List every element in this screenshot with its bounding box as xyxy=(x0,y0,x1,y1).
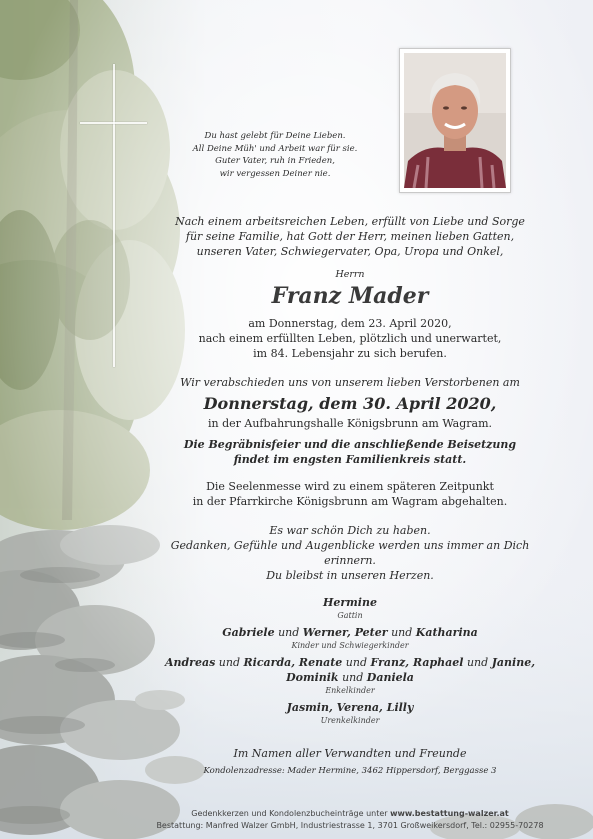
closing-poem xyxy=(150,523,550,583)
portrait-image xyxy=(404,53,506,188)
deceased-name: Franz Mader xyxy=(271,283,429,309)
conjunction: und xyxy=(345,656,367,669)
funeral-home-link[interactable]: www.bestattung-walzer.at xyxy=(390,809,509,818)
death-info-line: am Donnerstag, dem 23. April 2020, xyxy=(248,317,452,330)
death-info-line: nach einem erfüllten Leben, plötzlich und unerwartet, xyxy=(198,332,502,345)
portrait-photo xyxy=(399,48,511,193)
funeral-note-line: findet im engsten Familienkreis statt. xyxy=(233,453,467,466)
farewell-date: Donnerstag, dem 30. April 2020, xyxy=(203,394,497,413)
mourner-wife-role: Gattin xyxy=(337,611,363,620)
death-info xyxy=(150,316,550,361)
footer-line-1 xyxy=(110,808,590,820)
footer-line-2: Bestattung: Manfred Walzer GmbH, Industriestrasse 1, 3701 Großweikersdorf, Tel.: 02955-70278 xyxy=(156,821,544,830)
mourner-grandchildren-names-2 xyxy=(150,670,550,685)
mourner-great-grandchildren-names: Jasmin, Verena, Lilly xyxy=(286,701,414,714)
main-text xyxy=(150,214,550,761)
poem-block xyxy=(190,130,360,180)
farewell-intro: Wir verabschieden uns von unserem lieben Verstorbenen am xyxy=(180,376,520,389)
mourner-name: Janine, xyxy=(491,656,536,669)
funeral-note-line: Die Begräbnisfeier und die anschließende Beisetzung xyxy=(183,438,517,451)
mourner-name: Katharina xyxy=(415,626,478,639)
mourner-grandchildren-role: Enkelkinder xyxy=(325,686,375,695)
mourners-list xyxy=(150,595,550,726)
closing-poem-line: Gedanken, Gefühle und Augenblicke werden uns immer an Dich erinnern. xyxy=(170,539,530,567)
cross-icon-bar xyxy=(80,122,147,124)
conjunction: und xyxy=(391,626,413,639)
poem-line: wir vergessen Deiner nie. xyxy=(219,168,331,179)
mass-note-line: in der Pfarrkirche Königsbrunn am Wagram abgehalten. xyxy=(192,495,508,508)
mourner-name: Dominik xyxy=(286,671,339,684)
farewell-place: in der Aufbahrungshalle Königsbrunn am Wagram. xyxy=(207,417,493,430)
honorific: Herrn xyxy=(335,269,365,280)
mourner-name: Werner, Peter xyxy=(302,626,388,639)
mourner-name: Gabriele xyxy=(222,626,275,639)
closing-poem-line: Du bleibst in unseren Herzen. xyxy=(266,569,434,582)
conjunction: und xyxy=(342,671,364,684)
funeral-note xyxy=(150,437,550,467)
conjunction: und xyxy=(466,656,489,669)
intro-line: Nach einem arbeitsreichen Leben, erfüllt von Liebe und Sorge xyxy=(175,215,525,228)
mourner-wife-name: Hermine xyxy=(322,596,377,609)
mourner-name: Daniela xyxy=(366,671,414,684)
intro-text xyxy=(150,214,550,259)
mourner-great-grandchildren-role: Urenkelkinder xyxy=(320,716,380,725)
mourner-children-names xyxy=(150,625,550,640)
cross-icon xyxy=(113,64,115,367)
death-info-line: im 84. Lebensjahr zu sich berufen. xyxy=(253,347,447,360)
poem-line: All Deine Müh' und Arbeit war für sie. xyxy=(192,143,358,154)
poem-line: Du hast gelebt für Deine Lieben. xyxy=(204,131,346,141)
intro-line: für seine Familie, hat Gott der Herr, meinen lieben Gatten, xyxy=(185,230,515,243)
footer xyxy=(110,808,590,832)
intro-line: unseren Vater, Schwiegervater, Opa, Uropa und Onkel, xyxy=(196,245,504,258)
mourner-name: Franz, Raphael xyxy=(370,656,464,669)
conjunction: und xyxy=(218,656,241,669)
footer-text: Gedenkkerzen und Kondolenzbucheinträge unter xyxy=(191,809,388,818)
conjunction: und xyxy=(278,626,300,639)
mass-note-line: Die Seelenmesse wird zu einem späteren Zeitpunkt xyxy=(206,480,494,493)
mourner-name: Ricarda, Renate xyxy=(243,656,343,669)
mourner-name: Andreas xyxy=(164,656,216,669)
condolence-address: Kondolenzadresse: Mader Hermine, 3462 Hippersdorf, Berggasse 3 xyxy=(203,766,497,776)
relatives-note: Im Namen aller Verwandten und Freunde xyxy=(233,747,467,760)
mass-note xyxy=(150,479,550,509)
mourner-children-role: Kinder und Schwiegerkinder xyxy=(291,641,409,650)
poem-line: Guter Vater, ruh in Frieden, xyxy=(215,156,335,166)
closing-poem-line: Es war schön Dich zu haben. xyxy=(269,524,431,537)
mourner-grandchildren-names xyxy=(150,655,550,670)
